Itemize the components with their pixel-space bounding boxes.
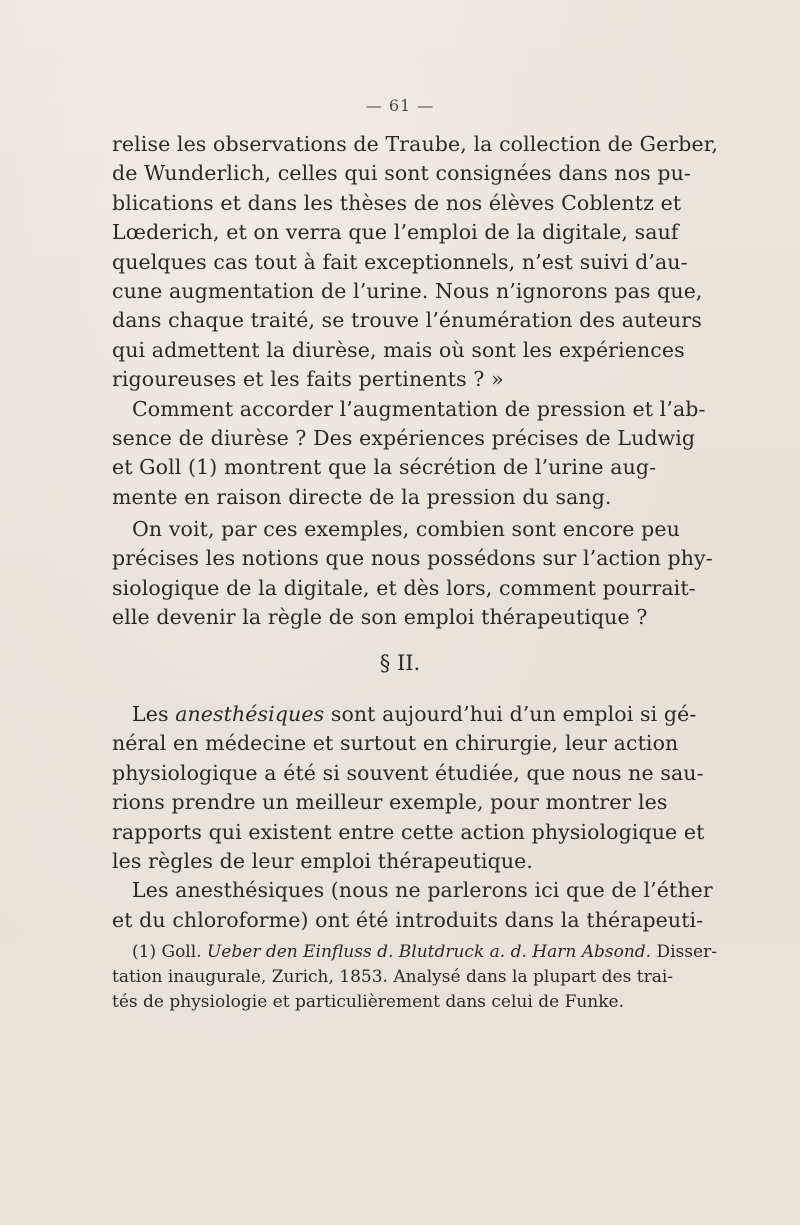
text-line: dans chaque traité, se trouve l’énumération des auteurs [112, 308, 702, 333]
text-line: et du chloroforme) ont été introduits dans la thérapeuti- [112, 907, 704, 932]
footnote-line: tés de physiologie et particulièrement dans celui de Funke. [112, 992, 625, 1012]
footnote [112, 940, 717, 1015]
text-line: précises les notions que nous possédons sur l’action phy- [112, 546, 713, 571]
text-fragment: sont aujourd’hui d’un emploi si gé- [324, 702, 697, 726]
text-line: et Goll (1) montrent que la sécrétion de l’urine aug- [112, 455, 657, 480]
footnote-line [112, 940, 717, 965]
text-line: les règles de leur emploi thérapeutique. [112, 848, 533, 873]
text-line: rigoureuses et les faits pertinents ? » [112, 367, 504, 392]
text-line: blications et dans les thèses de nos élèves Coblentz et [112, 190, 682, 215]
text-line: On voit, par ces exemples, combien sont encore peu [132, 517, 680, 541]
text-line: Comment accorder l’augmentation de pression et l’ab- [132, 396, 706, 421]
text-line: sence de diurèse ? Des expériences précises de Ludwig [112, 425, 696, 450]
text-line: physiologique a été si souvent étudiée, que nous ne sau- [112, 760, 704, 785]
text-line: cune augmentation de l’urine. Nous n’ignorons pas que, [112, 278, 703, 303]
text-line: de Wunderlich, celles qui sont consignées dans nos pu- [112, 161, 691, 186]
text-line [112, 700, 697, 729]
text-fragment: Les [132, 702, 176, 726]
text-line: quelques cas tout à fait exceptionnels, n’est suivi d’au- [112, 249, 688, 274]
footnote-title: Ueber den Einfluss d. Blutdruck a. d. Harn Absond. [206, 942, 652, 962]
text-line: siologique de la digitale, et dès lors, comment pourrait- [112, 575, 696, 600]
footnote-line: tation inaugurale, Zurich, 1853. Analysé dans la plupart des trai- [112, 967, 674, 987]
text-line: mente en raison directe de la pression du sang. [112, 484, 612, 509]
text-line: elle devenir la règle de son emploi thérapeutique ? [112, 605, 648, 630]
page-number: — 61 — [365, 96, 435, 115]
text-line: relise les observations de Traube, la collection de Gerber, [112, 132, 718, 156]
italic-term: anesthésiques [175, 702, 325, 726]
text-line: néral en médecine et surtout en chirurgie, leur action [112, 731, 679, 756]
text-line: qui admettent la diurèse, mais où sont les expériences [112, 337, 685, 362]
section-heading: § II. [379, 651, 421, 675]
body-text-middle [112, 515, 713, 633]
text-line: rions prendre un meilleur exemple, pour montrer les [112, 790, 668, 815]
text-line: Les anesthésiques (nous ne parlerons ici que de l’éther [132, 878, 713, 903]
text-line: Lœderich, et on verra que l’emploi de la digitale, sauf [112, 220, 679, 245]
footnote-marker: (1) Goll. [132, 942, 207, 962]
body-text-top [112, 130, 718, 512]
body-text-bottom [112, 700, 713, 935]
text-fragment: Disser- [651, 942, 717, 962]
text-line: rapports qui existent entre cette action physiologique et [112, 819, 705, 844]
